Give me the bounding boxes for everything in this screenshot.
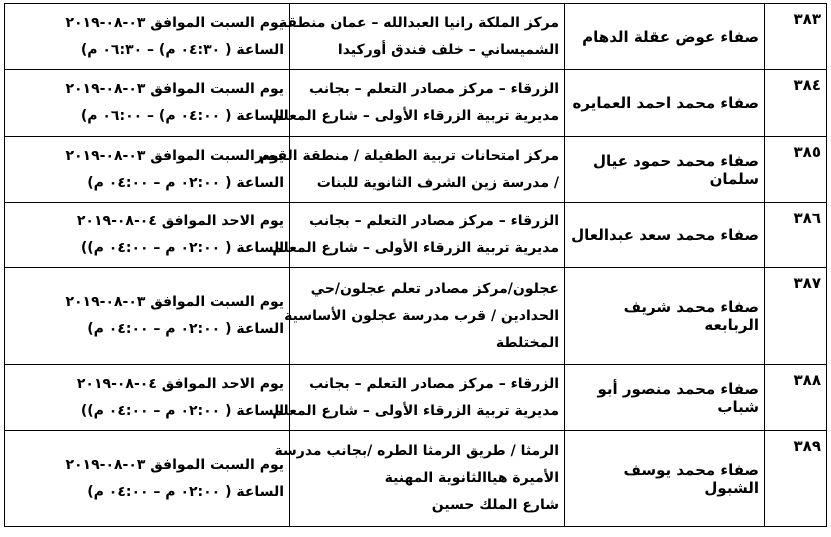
row-number: ٣٨٣ <box>765 4 827 70</box>
person-name: صفاء محمد احمد العمايره <box>565 70 765 137</box>
datetime-cell <box>5 4 290 70</box>
location-cell <box>254 137 565 203</box>
location-line: الأميرة هياالثانوية المهنية <box>384 470 559 486</box>
datetime-cell <box>5 268 290 365</box>
location-line: الحدادين / قرب مدرسة عجلون الأساسية <box>284 307 559 324</box>
person-name: صفاء محمد منصور أبو شباب <box>565 365 765 431</box>
location-cell <box>272 203 565 268</box>
location-line: مديرية تربية الزرقاء الأولى – شارع المعلم <box>272 108 559 124</box>
schedule-table <box>4 3 827 527</box>
location-line: الزرقاء – مركز مصادر التعلم – بجانب <box>309 81 559 97</box>
date-text: يوم الاحد الموافق ٠٤-٠٨-٢٠١٩ <box>76 375 284 392</box>
time-text: الساعة ( ٠٤:٠٠ م) – ٠٦:٠٠ م) <box>80 108 284 124</box>
location-line: الزرقاء – مركز مصادر التعلم – بجانب <box>309 375 559 392</box>
datetime-cell <box>5 431 290 527</box>
datetime-cell <box>5 137 290 203</box>
row-number: ٣٨٥ <box>765 137 827 203</box>
row-number: ٣٨٧ <box>765 268 827 365</box>
location-cell <box>272 70 565 137</box>
date-text: يوم السبت الموافق ٠٣-٠٨-٢٠١٩ <box>65 147 284 164</box>
table-row <box>5 431 827 527</box>
location-line: الشميساني – خلف فندق أوركيدا <box>337 41 559 58</box>
datetime-cell <box>5 365 290 431</box>
person-name: صفاء محمد حمود عيال سلمان <box>565 137 765 203</box>
location-line: مركز امتحانات تربية الطفيلة / منطقة القصر <box>254 147 559 164</box>
time-text: الساعة ( ٠٢:٠٠ م – ٠٤:٠٠ م)) <box>80 402 284 419</box>
table-row <box>5 137 827 203</box>
location-line: / مدرسة زين الشرف الثانوية للبنات <box>316 174 559 191</box>
date-text: يوم السبت الموافق ٠٣-٠٨-٢٠١٩ <box>65 81 284 97</box>
person-name: صفاء محمد شريف الربابعه <box>565 268 765 365</box>
table-row <box>5 70 827 137</box>
row-number: ٣٨٨ <box>765 365 827 431</box>
table-row <box>5 4 827 70</box>
person-name: صفاء محمد سعد عبدالعال <box>565 203 765 268</box>
date-text: يوم الاحد الموافق ٠٤-٠٨-٢٠١٩ <box>76 213 284 229</box>
person-name: صفاء عوض عقلة الدهام <box>565 4 765 70</box>
date-text: يوم السبت الموافق ٠٣-٠٨-٢٠١٩ <box>65 14 284 31</box>
date-text: يوم السبت الموافق ٠٣-٠٨-٢٠١٩ <box>65 294 284 310</box>
table-row <box>5 268 827 365</box>
location-line: المختلطة <box>495 334 559 351</box>
location-line: الرمثا / طريق الرمثا الطره /بجانب مدرسة <box>274 443 559 459</box>
location-line: مديرية تربية الزرقاء الأولى – شارع المعلم <box>272 402 559 419</box>
location-line: عجلون/مركز مصادر تعلم عجلون/حي <box>310 280 559 297</box>
datetime-cell <box>5 203 290 268</box>
time-text: الساعة ( ٠٤:٣٠ م) – ٠٦:٣٠ م) <box>80 41 284 58</box>
table-row <box>5 365 827 431</box>
time-text: الساعة ( ٠٢:٠٠ م – ٠٤:٠٠ م) <box>87 174 284 191</box>
row-number: ٣٨٤ <box>765 70 827 137</box>
location-line: مديرية تربية الزرقاء الأولى – شارع المعلم <box>272 240 559 256</box>
time-text: الساعة ( ٠٢:٠٠ م – ٠٤:٠٠ م)) <box>80 240 284 256</box>
location-line: شارع الملك حسين <box>431 497 559 513</box>
table-row <box>5 203 827 268</box>
location-line: مركز الملكة رانيا العبدالله – عمان منطقة <box>278 14 559 31</box>
location-line: الزرقاء – مركز مصادر التعلم – بجانب <box>309 213 559 229</box>
datetime-cell <box>5 70 290 137</box>
time-text: الساعة ( ٠٢:٠٠ م – ٠٤:٠٠ م) <box>87 321 284 337</box>
location-cell <box>272 365 565 431</box>
person-name: صفاء محمد يوسف الشبول <box>565 431 765 527</box>
location-cell <box>274 431 565 527</box>
location-cell <box>284 268 565 365</box>
location-cell <box>278 4 565 70</box>
date-text: يوم السبت الموافق ٠٣-٠٨-٢٠١٩ <box>65 456 284 473</box>
row-number: ٣٨٩ <box>765 431 827 527</box>
time-text: الساعة ( ٠٢:٠٠ م – ٠٤:٠٠ م) <box>87 483 284 500</box>
row-number: ٣٨٦ <box>765 203 827 268</box>
